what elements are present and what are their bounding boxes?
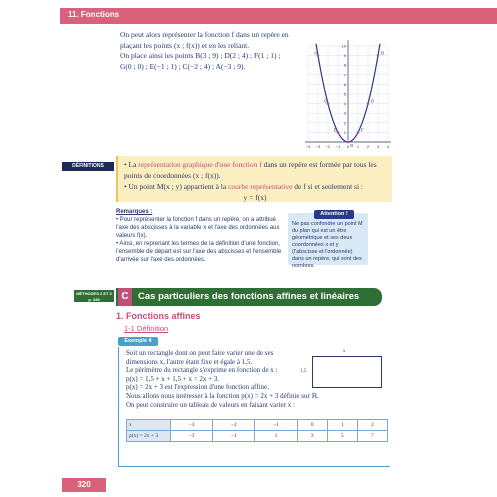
rectangle-figure: [312, 356, 382, 388]
remarks-title: Remarques :: [116, 209, 153, 215]
table-cell: −1: [213, 431, 255, 442]
x-tick-label: −1: [335, 144, 341, 149]
definition-tag: DÉFINITIONS: [62, 162, 114, 171]
table-cell: 3: [297, 431, 327, 442]
x-tick-label: −3: [315, 144, 321, 149]
y-tick-label: 10: [341, 43, 346, 49]
definition-line: [124, 181, 386, 192]
intro-line: plaçant les points (x ; f(x)) et en les reliant.: [120, 40, 250, 50]
page-number: 320: [62, 478, 106, 492]
attention-title: Attention !: [314, 210, 354, 219]
table-cell: x: [127, 420, 171, 431]
example-line: p(x) = 2x + 3 est l'expression d'une fonction affine.: [126, 383, 269, 392]
graph-point: [357, 131, 360, 134]
subsection-subtitle: 1-1 Définition: [124, 324, 169, 333]
definition-text: dans un repère est formée par tous les: [261, 160, 377, 169]
definition-text: • La: [124, 160, 139, 169]
y-tick-label: 2: [343, 120, 346, 126]
definition-text: de f si et seulement si :: [292, 182, 364, 191]
point-label: A: [314, 50, 318, 56]
example-line: On peut construire un tableau de valeurs en faisant varier x :: [126, 400, 295, 409]
table-row: [127, 431, 388, 442]
rectangle-height-label: 1,5: [300, 369, 307, 374]
attention-text: Ne pas confondre un point M du plan qui est un être géométrique et ses deux coordonnées x et y (l'abscisse et l'ordonnée) dans un repère, qui sont des nombres.: [292, 221, 363, 269]
y-tick-label: 5: [343, 91, 346, 97]
table-cell: 2: [357, 420, 387, 431]
graph-point: [337, 131, 340, 134]
point-label: G: [350, 143, 354, 148]
attention-box: [288, 213, 368, 269]
graph-point: [317, 54, 320, 57]
x-tick-label: 0: [346, 144, 350, 149]
intro-line: On peut alors représenter la fonction f dans un repère en: [120, 30, 289, 39]
example-tag: Exemple 4: [118, 337, 158, 346]
graph-point: [377, 54, 380, 57]
example-line: dimensions x, l'autre étant fixe et égale à 1,5.: [126, 357, 253, 366]
point-label: D: [371, 98, 375, 104]
x-tick-label: 3: [376, 144, 380, 149]
example-line: Soit un rectangle dont on peut faire varier une de ses: [126, 349, 274, 357]
table-cell: 7: [357, 431, 387, 442]
table-cell: −2: [213, 420, 255, 431]
definition-box: [116, 156, 392, 202]
definition-text: • Un point M(x ; y) appartient à la: [124, 182, 229, 191]
chapter-title: 11. Fonctions: [68, 10, 120, 19]
example-line: Le périmètre du rectangle s'exprime en fonction de x :: [126, 366, 278, 375]
y-tick-label: 1: [343, 129, 346, 135]
chapter-stripe: [60, 8, 497, 24]
point-label: F: [361, 127, 364, 133]
method-tag: MÉTHODES 2 ET 3 p. 336: [74, 290, 114, 302]
section-letter: C: [118, 288, 132, 306]
definition-line: points de coordonnées (x ; f(x)).: [124, 171, 221, 180]
remark-item: • Ainsi, en reprenant les termes de la définition d'une fonction, l'ensemble de départ est sur l'axe des abscisses et l'ensemble d'arrivée sur l'axe des ordonnées.: [116, 241, 282, 263]
intro-line: G(0 ; 0) ; E(−1 ; 1) ; C(−2 ; 4) ; A(−3 ; 9).: [120, 61, 246, 71]
table-row: [127, 420, 388, 431]
example-text: [126, 349, 326, 409]
y-tick-label: 8: [343, 62, 346, 68]
graph-point: [367, 102, 370, 105]
subsection-title: 1. Fonctions affines: [116, 311, 201, 321]
rectangle-width-label: x: [343, 349, 346, 354]
graph-point: [347, 141, 350, 144]
table-cell: −3: [171, 431, 213, 442]
values-table: [126, 419, 388, 442]
example-line: p(x) = 1,5 + x + 1,5 + x = 2x + 3.: [126, 374, 220, 383]
y-tick-label: 7: [343, 72, 346, 78]
table-cell: 0: [297, 420, 327, 431]
table-cell: −3: [171, 420, 213, 431]
remarks-block: [116, 208, 286, 264]
table-cell: 1: [327, 420, 357, 431]
x-tick-label: −4: [305, 144, 311, 149]
y-tick-label: 4: [343, 101, 346, 107]
point-label: C: [324, 98, 328, 104]
table-cell: −1: [255, 420, 297, 431]
definition-highlight: représentation graphique d'une fonction f: [138, 160, 262, 169]
y-tick-label: 9: [343, 53, 346, 59]
definition-formula: y = f(x): [243, 193, 267, 202]
table-cell: p(x) = 2x + 3: [127, 431, 171, 442]
definition-highlight: courbe représentative: [228, 182, 293, 191]
x-tick-label: 2: [366, 144, 370, 149]
example-line: Nous allons nous intéresser à la fonction p(x) = 2x + 3 définie sur ℝ.: [126, 391, 319, 400]
y-tick-label: 6: [343, 81, 346, 87]
parabola-graph: [300, 30, 392, 152]
remark-item: • Pour représenter la fonction f dans un repère, on a attribué l'axe des abscisses à la variable x et l'axe des ordonnées aux valeurs f(x).: [116, 217, 280, 239]
point-label: E: [334, 127, 338, 133]
x-tick-label: 4: [386, 144, 390, 149]
table-cell: 5: [327, 431, 357, 442]
intro-text: [120, 30, 298, 72]
section-title: Cas particuliers des fonctions affines et linéaires: [138, 291, 360, 302]
x-tick-label: −2: [325, 144, 331, 149]
intro-line: On place ainsi les points B(3 ; 9) ; D(2 ; 4) ; F(1 ; 1) ;: [120, 51, 281, 60]
y-tick-label: 3: [343, 110, 346, 116]
point-label: B: [381, 50, 385, 56]
x-tick-label: 1: [356, 144, 360, 149]
table-cell: 1: [255, 431, 297, 442]
definition-line: [124, 159, 386, 170]
